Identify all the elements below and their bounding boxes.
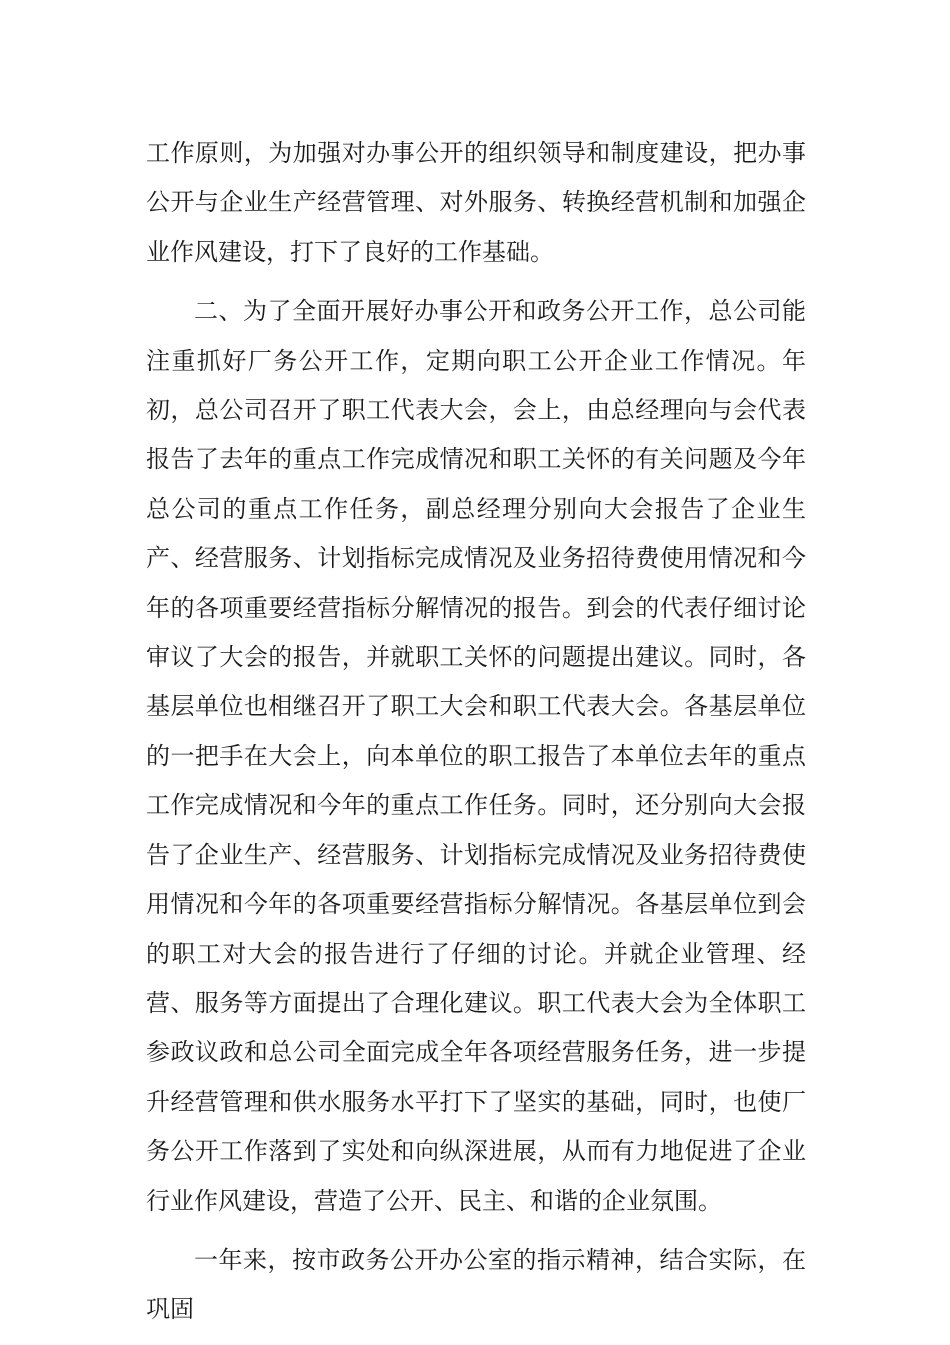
paragraph-2: 二、为了全面开展好办事公开和政务公开工作，总公司能注重抓好厂务公开工作，定期向职工公开企业工作情况。年初，总公司召开了职工代表大会，会上，由总经理向与会代表报告了去年的重点工作完成情况和职工关怀的有关问题及今年总公司的重点工作任务，副总经理分别向大会报告了企业生产、经营服务、计划指标完成情况及业务招待费使用情况和今年的各项重要经营指标分解情况的报告。到会的代表仔细讨论审议了大会的报告，并就职工关怀的问题提出建议。同时，各基层单位也相继召开了职工大会和职工代表大会。各基层单位的一把手在大会上，向本单位的职工报告了本单位去年的重点工作完成情况和今年的重点工作任务。同时，还分别向大会报告了企业生产、经营服务、计划指标完成情况及业务招待费使用情况和今年的各项重要经营指标分解情况。各基层单位到会的职工对大会的报告进行了仔细的讨论。并就企业管理、经营、服务等方面提出了合理化建议。职工代表大会为全体职工参政议政和总公司全面完成全年各项经营服务任务，进一步提升经营管理和供水服务水平打下了坚实的基础，同时，也使厂务公开工作落到了实处和向纵深进展，从而有力地促进了企业行业作风建设，营造了公开、民主、和谐的企业氛围。 (146, 297, 806, 1215)
document-body (146, 129, 806, 1345)
paragraph-3: 一年来，按市政务公开办公室的指示精神，结合实际，在巩固 (146, 1245, 806, 1324)
paragraph-1: 工作原则，为加强对办事公开的组织领导和制度建设，把办事公开与企业生产经营管理、对外服务、转换经营机制和加强企业作风建设，打下了良好的工作基础。 (146, 139, 806, 266)
